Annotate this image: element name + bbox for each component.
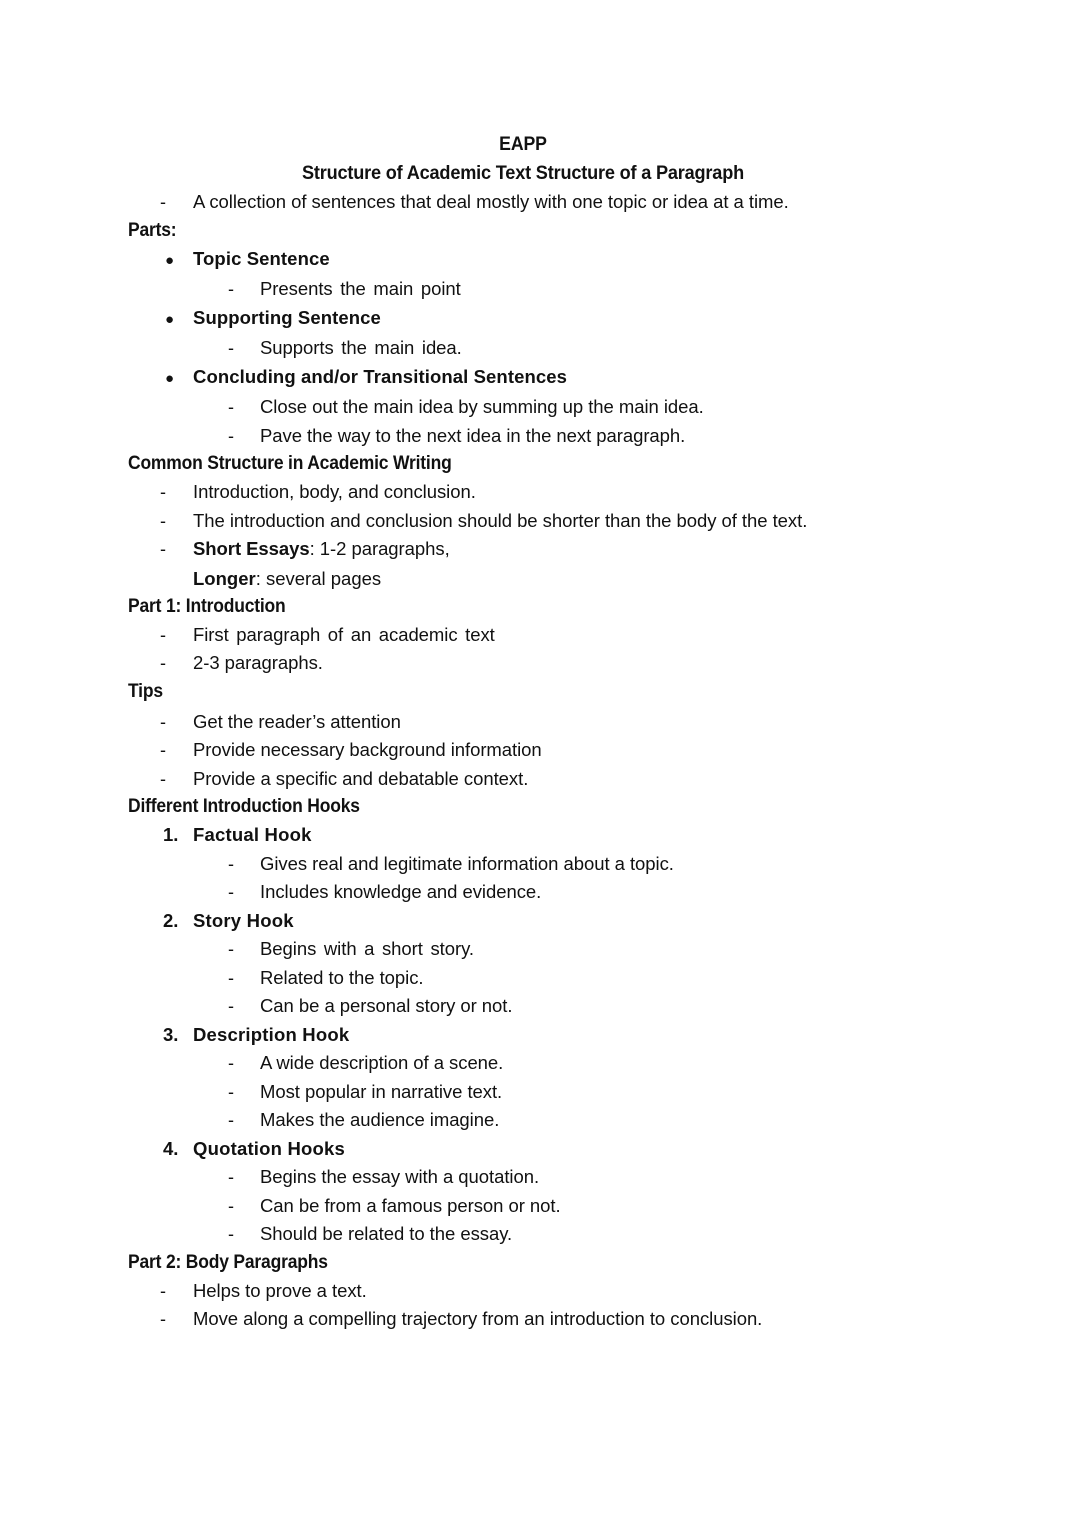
section-heading-part-2: Part 2: Body Paragraphs bbox=[128, 1251, 328, 1273]
list-item bbox=[128, 708, 918, 737]
list-item bbox=[128, 821, 918, 850]
list-item bbox=[128, 1021, 918, 1050]
list-item-text: Should be related to the essay. bbox=[260, 1223, 513, 1244]
list-item-label: Description Hook bbox=[193, 1023, 350, 1045]
dash-marker: - bbox=[160, 624, 166, 645]
bold-lead-rest: : several pages bbox=[255, 567, 382, 589]
dash-marker: - bbox=[228, 1224, 234, 1244]
list-item bbox=[128, 1163, 918, 1192]
dash-marker: - bbox=[228, 996, 234, 1016]
dash-marker: - bbox=[228, 1053, 234, 1073]
list-item-text: Get the reader’s attention bbox=[193, 710, 401, 732]
list-item bbox=[128, 422, 918, 451]
list-item-text: Provide necessary background information bbox=[193, 739, 542, 760]
dash-marker: - bbox=[160, 510, 166, 531]
dash-marker: - bbox=[228, 1195, 234, 1216]
bullet-marker: ● bbox=[165, 369, 175, 387]
section-heading-hooks: Different Introduction Hooks bbox=[128, 796, 360, 817]
list-item bbox=[128, 964, 918, 993]
list-item-text: Can be a personal story or not. bbox=[260, 995, 513, 1016]
list-item bbox=[128, 245, 918, 276]
list-item-text: Begins with a short story. bbox=[260, 938, 474, 959]
list-item-text bbox=[193, 564, 381, 593]
section-heading-part-1: Part 1: Introduction bbox=[128, 595, 286, 617]
list-item bbox=[128, 334, 918, 363]
number-marker: 3. bbox=[163, 1023, 179, 1045]
dash-marker: - bbox=[228, 882, 234, 902]
dash-marker: - bbox=[228, 338, 234, 358]
dash-marker: - bbox=[228, 853, 234, 874]
list-item bbox=[128, 478, 918, 507]
list-item bbox=[128, 850, 918, 879]
dash-marker: - bbox=[228, 397, 234, 417]
list-item bbox=[128, 765, 918, 794]
dash-marker: - bbox=[228, 1110, 234, 1130]
list-item-text: Most popular in narrative text. bbox=[260, 1080, 503, 1102]
list-item bbox=[128, 1106, 918, 1135]
list-item bbox=[128, 649, 918, 678]
number-marker: 2. bbox=[163, 909, 179, 931]
list-item-text: Introduction, body, and conclusion. bbox=[193, 481, 476, 502]
list-item bbox=[128, 1135, 918, 1164]
list-item-text: Gives real and legitimate information about a topic. bbox=[260, 852, 674, 874]
dash-marker: - bbox=[160, 1280, 166, 1301]
number-marker: 4. bbox=[163, 1137, 179, 1159]
list-item-label: Concluding and/or Transitional Sentences bbox=[193, 365, 568, 387]
dash-marker: - bbox=[228, 939, 234, 959]
dash-marker: - bbox=[228, 279, 234, 299]
document-body bbox=[128, 130, 918, 1334]
list-item-text: Helps to prove a text. bbox=[193, 1279, 367, 1301]
list-item-text: Makes the audience imagine. bbox=[260, 1109, 500, 1130]
list-item-label: Quotation Hooks bbox=[193, 1137, 346, 1159]
list-item bbox=[128, 275, 918, 304]
dash-marker: - bbox=[160, 768, 166, 789]
list-item bbox=[128, 1220, 918, 1249]
list-item-text: Provide a specific and debatable context. bbox=[193, 767, 529, 789]
list-item bbox=[128, 393, 918, 422]
list-item-text: 2-3 paragraphs. bbox=[193, 652, 323, 673]
list-item-label: Factual Hook bbox=[193, 824, 312, 845]
list-item-continuation bbox=[128, 564, 918, 593]
list-item bbox=[128, 363, 918, 394]
list-item bbox=[128, 1277, 918, 1306]
dash-marker: - bbox=[160, 653, 166, 673]
dash-marker: - bbox=[160, 1309, 166, 1329]
bold-lead-rest: : 1-2 paragraphs, bbox=[309, 538, 450, 559]
list-item bbox=[128, 535, 918, 564]
dash-marker: - bbox=[160, 711, 166, 732]
bullet-marker: ● bbox=[165, 251, 175, 269]
page-subtitle: Structure of Academic Text Structure of a Paragraph bbox=[301, 162, 744, 184]
list-item bbox=[128, 621, 918, 650]
list-item-text: A wide description of a scene. bbox=[260, 1052, 504, 1073]
list-item-label: Topic Sentence bbox=[193, 247, 330, 269]
list-item bbox=[128, 907, 918, 936]
bullet-marker: ● bbox=[165, 310, 175, 328]
dash-marker: - bbox=[160, 482, 166, 502]
intro-dash-text: A collection of sentences that deal mostly with one topic or idea at a time. bbox=[193, 191, 789, 212]
list-item bbox=[128, 935, 918, 964]
list-item-text: Related to the topic. bbox=[260, 966, 424, 988]
list-item bbox=[128, 1305, 918, 1334]
list-item bbox=[128, 507, 918, 536]
dash-marker: - bbox=[160, 539, 166, 559]
dash-marker: - bbox=[228, 1167, 234, 1187]
list-item bbox=[128, 188, 918, 217]
page-title: EAPP bbox=[499, 134, 547, 155]
list-item-text: First paragraph of an academic text bbox=[193, 623, 495, 645]
list-item-text: Includes knowledge and evidence. bbox=[260, 881, 542, 902]
list-item-text: The introduction and conclusion should be shorter than the body of the text. bbox=[193, 509, 808, 531]
bold-lead: Short Essays bbox=[193, 538, 310, 559]
list-item bbox=[128, 304, 918, 335]
list-item bbox=[128, 878, 918, 907]
list-item-text: Can be from a famous person or not. bbox=[260, 1194, 561, 1216]
dash-marker: - bbox=[160, 740, 166, 760]
section-heading-tips: Tips bbox=[128, 680, 163, 702]
list-item bbox=[128, 992, 918, 1021]
list-item-text: Begins the essay with a quotation. bbox=[260, 1166, 540, 1187]
number-marker: 1. bbox=[163, 824, 179, 845]
list-item-text: Supports the main idea. bbox=[260, 337, 462, 358]
bold-lead: Longer bbox=[193, 567, 256, 589]
dash-marker: - bbox=[228, 1081, 234, 1102]
list-item-text bbox=[193, 535, 450, 564]
list-item bbox=[128, 1192, 918, 1221]
list-item-label: Story Hook bbox=[193, 909, 294, 931]
section-heading-common-structure: Common Structure in Academic Writing bbox=[128, 453, 452, 474]
list-item bbox=[128, 1049, 918, 1078]
list-item-text: Pave the way to the next idea in the next paragraph. bbox=[260, 424, 686, 446]
list-item bbox=[128, 736, 918, 765]
list-item-text: Move along a compelling trajectory from an introduction to conclusion. bbox=[193, 1308, 763, 1329]
dash-marker: - bbox=[228, 967, 234, 988]
list-item bbox=[128, 1078, 918, 1107]
section-heading-parts: Parts: bbox=[128, 219, 177, 241]
list-item-text: Close out the main idea by summing up the main idea. bbox=[260, 396, 704, 417]
dash-marker: - bbox=[160, 192, 166, 212]
list-item-label: Supporting Sentence bbox=[193, 306, 381, 328]
list-item-text: Presents the main point bbox=[260, 278, 461, 299]
dash-marker: - bbox=[228, 425, 234, 446]
